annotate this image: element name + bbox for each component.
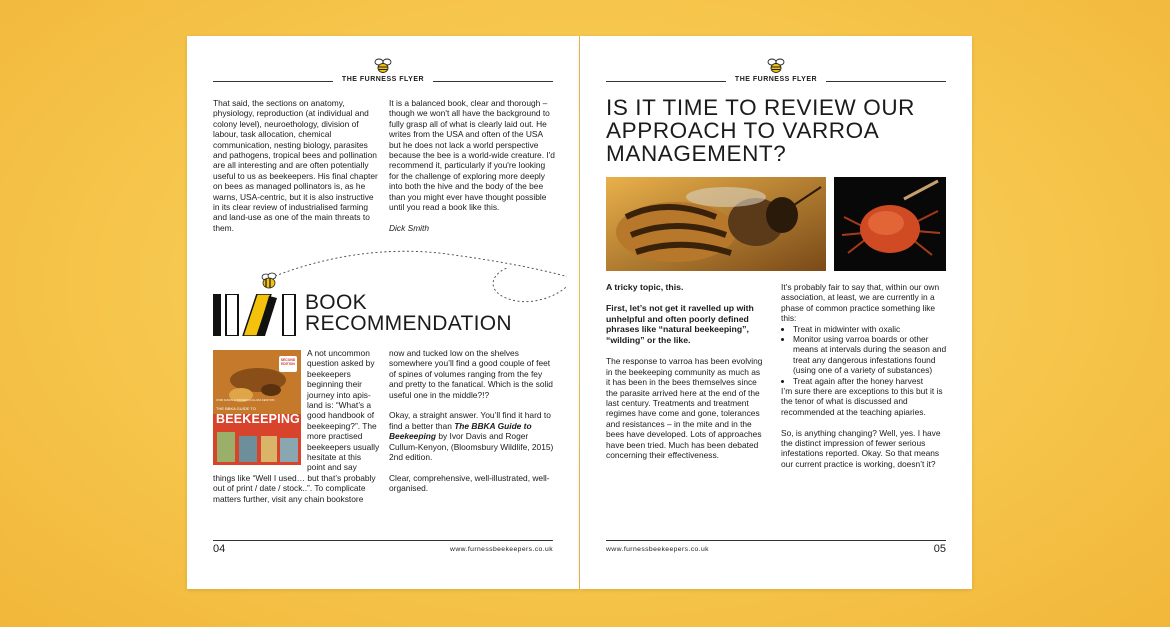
section-title-line1: BOOK: [305, 291, 367, 314]
books-icon: [213, 294, 297, 336]
small-bee-icon: [259, 272, 279, 290]
varroa-mite-art: [834, 177, 946, 271]
review-column-2: [389, 98, 555, 244]
lead-1: A tricky topic, this.: [606, 282, 684, 292]
bee-photo: [606, 177, 826, 271]
cover-title: BEEKEEPING: [216, 412, 300, 426]
review-text: It is a balanced book, clear and thorough – though we won't all have the background to fully grasp all of what is clearly laid out. He writes from the USA and often of the USA but he does not lack a world perspective because the bee is a world-wide creature. I'd recommend it, particularly if you're looking for the challenge of exploring more deeply into both the hive and the body of the bee than you might ever have thought possible until you read a book like this.: [389, 98, 555, 213]
section-title-line2: RECOMMENDATION: [305, 312, 512, 335]
page-number: 04: [213, 543, 226, 555]
footer-url: www.furnessbeekeepers.co.uk: [606, 546, 709, 553]
recommendation-p3: Clear, comprehensive, well-illustrated, well-organised.: [389, 472, 550, 494]
article-column-1: [606, 282, 766, 471]
publication-title: THE FURNESS FLYER: [341, 76, 425, 83]
book-title-inline: The BBKA Guide to Beekeeping: [389, 420, 532, 442]
col2-after: I’m sure there are exceptions to this but it is the tenor of what is discussed and recommended at the teaching apiaries.: [781, 386, 943, 417]
right-page: [580, 36, 972, 589]
recommendation-p1: now and tucked low on the shelves somewhere you’ll find a good couple of feet of spines of volumes ranging from the fey and pretty to the fanatical. Which is the solid useful one in the middle?!?: [389, 348, 553, 400]
recommendation-column-1: [213, 348, 381, 504]
bee-logo-icon: [373, 58, 393, 74]
left-page: [187, 36, 579, 589]
page-header: [187, 36, 579, 86]
cover-badge: SECOND EDITION: [280, 358, 296, 366]
cover-float-spacer: [213, 348, 307, 466]
footer-url: www.furnessbeekeepers.co.uk: [450, 546, 553, 553]
list-item: • Monitor using varroa boards or other means at intervals during the season and treat any dangerous infestations found (using one of a variety of substances): [793, 334, 947, 376]
review-column-1: That said, the sections on anatomy, physiology, reproduction (at individual and colony level), neuroethology, division of labour, task allocation, chemical communication, nesting biology, parasites and pathogens, tropical bees and pollination are all interesting and are often potentially useful to us as beekeepers. His final chapter on bees as managed pollinators is, as he warns, USA-centric, but it is also instructive in its clear review of industrialised farming and land-use as one of the main threats to them.: [213, 98, 378, 233]
article-column-2: [781, 282, 947, 480]
recommendation-column-2: [389, 348, 557, 504]
page-header: [580, 36, 972, 86]
lead-2: First, let’s not get it ravelled up with unhelpful and often poorly defined phrases like “natural beekeeping”, “wilding” or the like.: [606, 302, 754, 346]
publication-title: THE FURNESS FLYER: [734, 76, 818, 83]
page-number: 05: [933, 543, 946, 555]
article-title: IS IT TIME TO REVIEW OUR APPROACH TO VARROA MANAGEMENT?: [606, 95, 916, 166]
cover-series: THE BBKA GUIDE TO: [216, 406, 256, 411]
bee-photo-art: [606, 177, 826, 271]
recommendation-intro: A not uncommon question asked by beekeepers beginning their journey into apis-land is: “What’s a good handbook of beekeeping?”. The more practised beekeepers usually hesitate at this point and say things like “Well I used… but that’s probably out of print / date / stock..”. To complicate matters further, visit any chain bookstore: [213, 348, 380, 504]
list-item: • Treat in midwinter with oxalic: [793, 324, 947, 334]
varroa-mite-photo: [834, 177, 946, 271]
cover-authors: IVOR DAVIS & ROGER CULLUM-KENYON: [216, 398, 275, 402]
section-title: [305, 292, 512, 334]
list-item: • Treat again after the honey harvest: [793, 376, 947, 386]
bee-logo-icon: [766, 58, 786, 74]
col2-final: So, is anything changing? Well, yes. I have the distinct impression of fewer serious infestations reported. Okay. So that means our current practice is working, doesn’t it?: [781, 427, 941, 469]
p2-before: Okay, a straight answer. You’ll find it hard to find a better than: [389, 410, 551, 431]
p2-after: by Ivor Davis and Roger Cullum-Kenyon, (Bloomsbury Wildlife, 2015) 2nd edition.: [389, 431, 554, 463]
practice-list: [781, 324, 947, 386]
review-author: Dick Smith: [389, 222, 430, 233]
col2-intro: It’s probably fair to say that, within our own association, at least, we are currently in a phase of common practice something like this:: [781, 282, 940, 324]
body-1: The response to varroa has been evolving in the beekeeping community as much as it has been in the bees themselves since the parasite arrived here at the end of the last century. Treatments and treatment regimes have come and gone, tolerances and resistances – in the mite and in the bees have developed. Lots of approaches have been tried. Much has been debated concerning their effectiveness.: [606, 356, 763, 461]
recommendation-p2: [389, 410, 557, 462]
